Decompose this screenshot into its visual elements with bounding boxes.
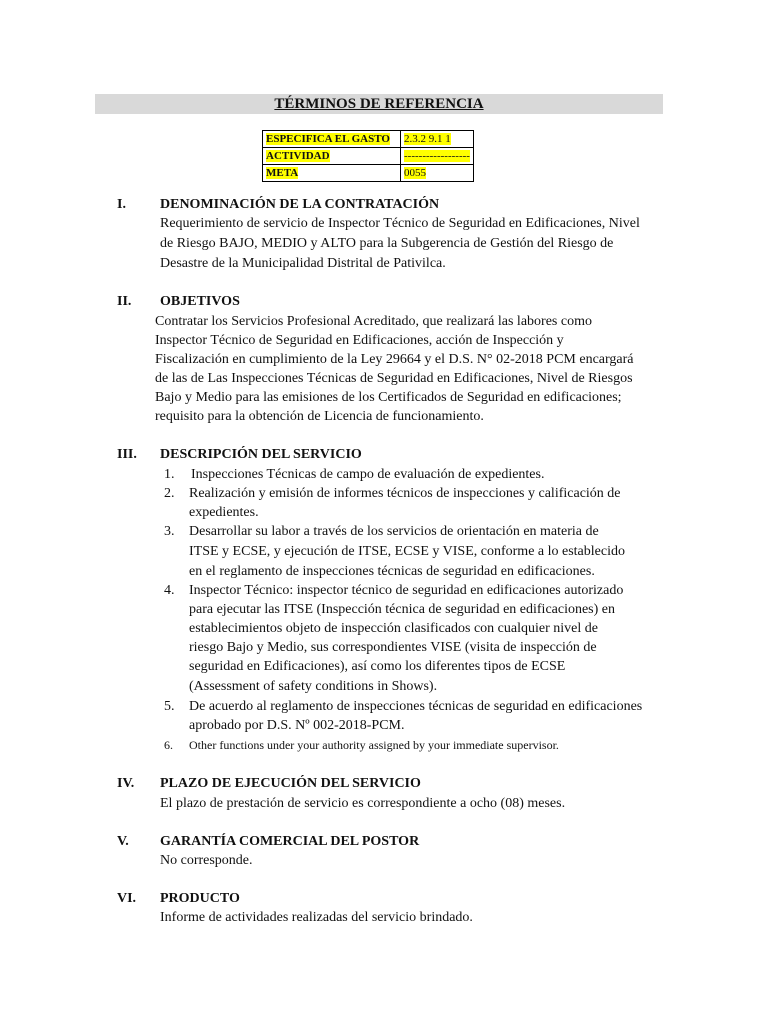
section-heading: GARANTÍA COMERCIAL DEL POSTOR bbox=[160, 834, 420, 849]
table-row bbox=[263, 165, 474, 182]
list-item-continuation: expedientes. bbox=[189, 505, 259, 520]
section-heading: PLAZO DE EJECUCIÓN DEL SERVICIO bbox=[160, 776, 421, 791]
section-text-line: Desastre de la Municipalidad Distrital de Pativilca. bbox=[160, 256, 446, 271]
list-item: Realización y emisión de informes técnicos de inspecciones y calificación de bbox=[189, 486, 621, 501]
section-number: V. bbox=[117, 834, 129, 849]
section-heading: OBJETIVOS bbox=[160, 294, 240, 309]
table-row bbox=[263, 148, 474, 165]
section-text-line: Contratar los Servicios Profesional Acreditado, que realizará las labores como bbox=[155, 314, 592, 329]
budget-label: ESPECIFICA EL GASTO bbox=[266, 132, 390, 145]
section-text-line: de las de Las Inspecciones Técnicas de Seguridad en Edificaciones, Nivel de Riesgos bbox=[155, 371, 633, 386]
section-number: III. bbox=[117, 447, 137, 462]
budget-value: 0055 bbox=[404, 166, 426, 179]
list-item-continuation: establecimientos objeto de inspección clasificados con cualquier nivel de bbox=[189, 621, 598, 636]
section-text-line: requisito para la obtención de Licencia de funcionamiento. bbox=[155, 409, 484, 424]
list-item-continuation: riesgo Bajo y Medio, sus correspondientes VISE (visita de inspección de bbox=[189, 640, 597, 655]
list-item-continuation: ITSE y ECSE, y ejecución de ITSE, ECSE y VISE, conforme a lo establecido bbox=[189, 544, 625, 559]
section-heading: DESCRIPCIÓN DEL SERVICIO bbox=[160, 447, 362, 462]
budget-value: 2.3.2 9.1 1 bbox=[404, 132, 451, 145]
list-item: Inspecciones Técnicas de campo de evaluación de expedientes. bbox=[191, 467, 545, 482]
budget-label: ACTIVIDAD bbox=[266, 149, 330, 162]
section-text-line: Informe de actividades realizadas del servicio brindado. bbox=[160, 910, 473, 925]
list-item-continuation: para ejecutar las ITSE (Inspección técnica de seguridad en edificaciones) en bbox=[189, 602, 616, 617]
document-title: TÉRMINOS DE REFERENCIA bbox=[95, 94, 663, 114]
list-number: 1. bbox=[164, 467, 175, 482]
list-number: 5. bbox=[164, 699, 175, 714]
list-item-continuation: en el reglamento de inspecciones técnicas de seguridad en edificaciones. bbox=[189, 564, 595, 579]
section-text-line: No corresponde. bbox=[160, 853, 253, 868]
list-item: De acuerdo al reglamento de inspecciones técnicas de seguridad en edificaciones bbox=[189, 699, 643, 714]
section-text-line: Requerimiento de servicio de Inspector Técnico de Seguridad en Edificaciones, Nivel bbox=[160, 216, 640, 231]
list-item-continuation: seguridad en Edificaciones), así como los diferentes tipos de ECSE bbox=[189, 659, 566, 674]
section-number: I. bbox=[117, 197, 126, 212]
list-number: 3. bbox=[164, 524, 175, 539]
section-text-line: de Riesgo BAJO, MEDIO y ALTO para la Subgerencia de Gestión del Riesgo de bbox=[160, 236, 614, 251]
section-text-line: Inspector Técnico de Seguridad en Edificaciones, acción de Inspección y bbox=[155, 333, 564, 348]
section-number: II. bbox=[117, 294, 132, 309]
list-item: Other functions under your authority assigned by your immediate supervisor. bbox=[189, 738, 559, 752]
section-number: IV. bbox=[117, 776, 135, 791]
section-heading: PRODUCTO bbox=[160, 891, 240, 906]
budget-table bbox=[262, 130, 474, 182]
list-item: Inspector Técnico: inspector técnico de seguridad en edificaciones autorizado bbox=[189, 583, 624, 598]
list-number: 6. bbox=[164, 738, 173, 752]
list-item: Desarrollar su labor a través de los servicios de orientación en materia de bbox=[189, 524, 599, 539]
section-text-line: El plazo de prestación de servicio es correspondiente a ocho (08) meses. bbox=[160, 796, 566, 811]
section-number: VI. bbox=[117, 891, 137, 906]
budget-value: ------------------ bbox=[404, 149, 470, 162]
budget-label: META bbox=[266, 166, 299, 179]
section-text-line: Bajo y Medio para las emisiones de los Certificados de Seguridad en edificaciones; bbox=[155, 390, 622, 405]
list-item-continuation: aprobado por D.S. Nº 002-2018-PCM. bbox=[189, 718, 405, 733]
list-number: 2. bbox=[164, 486, 175, 501]
list-item-continuation: (Assessment of safety conditions in Shows). bbox=[189, 679, 438, 694]
section-heading: DENOMINACIÓN DE LA CONTRATACIÓN bbox=[160, 197, 440, 212]
table-row bbox=[263, 131, 474, 148]
section-text-line: Fiscalización en cumplimiento de la Ley 29664 y el D.S. N° 02-2018 PCM encargará bbox=[155, 352, 634, 367]
list-number: 4. bbox=[164, 583, 175, 598]
